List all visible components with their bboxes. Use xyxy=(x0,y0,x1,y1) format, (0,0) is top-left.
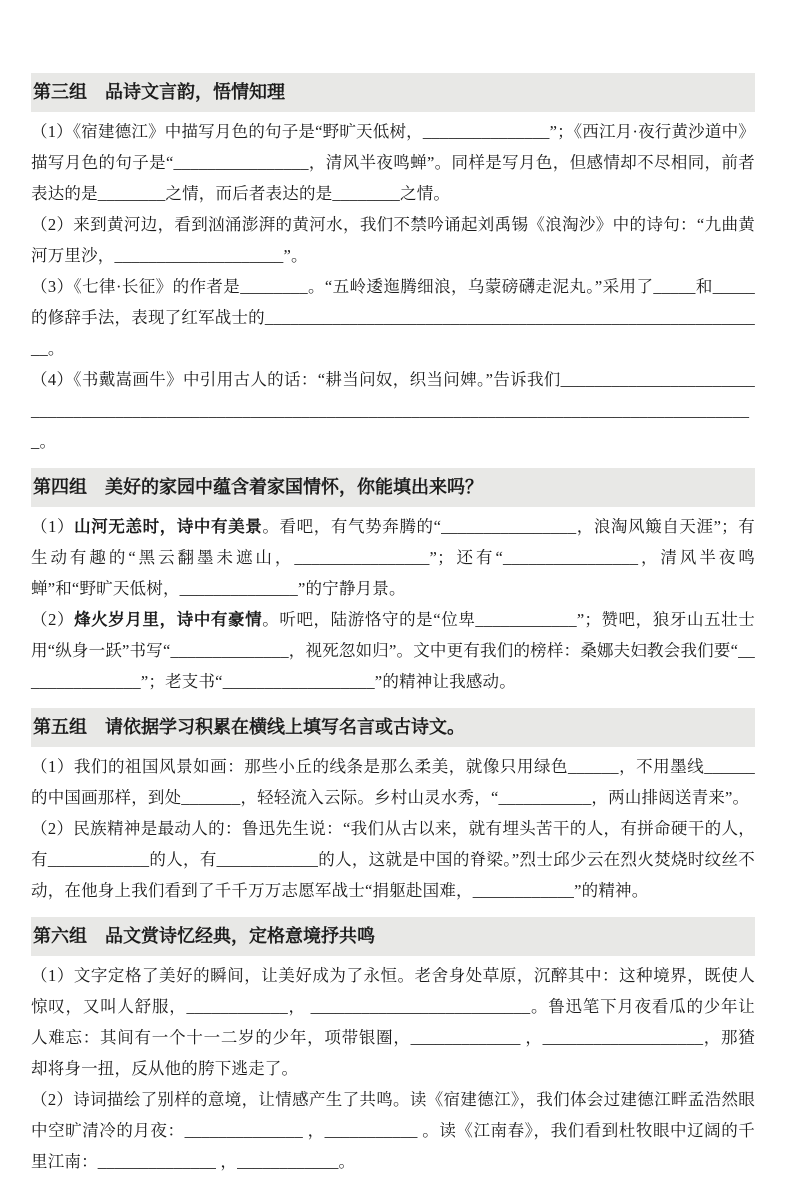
paragraph xyxy=(31,604,755,697)
text-run: （1）文字定格了美好的瞬间，让美好成为了永恒。老舍身处草原，沉醉其中：这种境界，既使人惊叹，又叫人舒服，____________， __________________________。鲁迅笔下月夜看瓜的少年让人难忘：其间有一个十一二岁的少年，项带银圈，_____________ ，___________________，那猹却将身一扭，反从他的胯下逃走了。 xyxy=(31,966,755,1078)
section-group-3 xyxy=(31,73,755,457)
section-header: 第六组 品文赏诗忆经典，定格意境抒共鸣 xyxy=(31,917,755,956)
text-run: （1）我们的祖国风景如画：那些小丘的线条是那么柔美，就像只用绿色______，不用墨线______的中国画那样，到处_______，轻轻流入云际。乡村山灵水秀，“___________，两山排闼送青来”。 xyxy=(31,757,755,807)
paragraph xyxy=(31,751,755,813)
section-header: 第三组 品诗文言韵，悟情知理 xyxy=(31,73,755,112)
text-run: （4）《书戴嵩画牛》中引用古人的话：“耕当问奴，织当问婢。”告诉我们_____________________________________________________________________________________________________________。 xyxy=(31,370,755,451)
paragraph xyxy=(31,1084,755,1177)
section-group-5 xyxy=(31,708,755,906)
paragraph xyxy=(31,960,755,1084)
text-run: （2）诗词描绘了别样的意境，让情感产生了共鸣。读《宿建德江》，我们体会过建德江畔孟浩然眼中空旷清冷的月夜：______________ ，___________ 。读《江南春》，我们看到杜牧眼中辽阔的千里江南：______________ ，____________。 xyxy=(31,1090,755,1171)
text-run: （3）《七律·长征》的作者是________。“五岭逶迤腾细浪，乌蒙磅礴走泥丸。”采用了_____和_____的修辞手法，表现了红军战士的____________________________________________________________。 xyxy=(31,277,755,358)
text-run: （1）《宿建德江》中描写月色的句子是“野旷天低树，_______________”；《西江月·夜行黄沙道中》描写月色的句子是“________________，清风半夜鸣蝉”。同样是写月色，但感情却不尽相同，前者表达的是________之情，而后者表达的是________之情。 xyxy=(31,122,755,203)
paragraph xyxy=(31,813,755,906)
text-run: （2） xyxy=(31,610,75,629)
text-run: （2）民族精神是最动人的：鲁迅先生说：“我们从古以来，就有埋头苦干的人，有拼命硬干的人，有____________的人，有____________的人，这就是中国的脊梁。”烈士邱少云在烈火焚烧时纹丝不动，在他身上我们看到了千千万万志愿军战士“捐躯赴国难，____________”的精神。 xyxy=(31,819,755,900)
bold-run: 烽火岁月里，诗中有豪情 xyxy=(74,610,263,629)
section-header: 第四组 美好的家园中蕴含着家国情怀，你能填出来吗？ xyxy=(31,468,755,507)
section-group-6 xyxy=(31,917,755,1177)
paragraph xyxy=(31,116,755,209)
bold-run: 山河无恙时，诗中有美景 xyxy=(74,517,263,536)
paragraph xyxy=(31,271,755,364)
text-run: （2）来到黄河边，看到汹涌澎湃的黄河水，我们不禁吟诵起刘禹锡《浪淘沙》中的诗句：“九曲黄河万里沙，____________________”。 xyxy=(31,215,755,265)
text-run: （1） xyxy=(31,517,75,536)
section-group-4 xyxy=(31,468,755,697)
text-run: 。听吧，陆游恪守的是“位卑____________”；赞吧，狼牙山五壮士用“纵身一跃”书写“______________，视死忽如归”。文中更有我们的榜样：桑娜夫妇教会我们要“_______________”；老支书“__________________”的精神让我感动。 xyxy=(31,610,755,691)
paragraph xyxy=(31,209,755,271)
text-run: 。看吧，有气势奔腾的“________________，浪淘风簸自天涯”；有生动有趣的“黑云翻墨未遮山，________________”；还有“________________，清风半夜鸣蝉”和“野旷天低树，______________”的宁静月景。 xyxy=(31,517,755,598)
paragraph xyxy=(31,364,755,457)
paragraph xyxy=(31,511,755,604)
section-header: 第五组 请依据学习积累在横线上填写名言或古诗文。 xyxy=(31,708,755,747)
